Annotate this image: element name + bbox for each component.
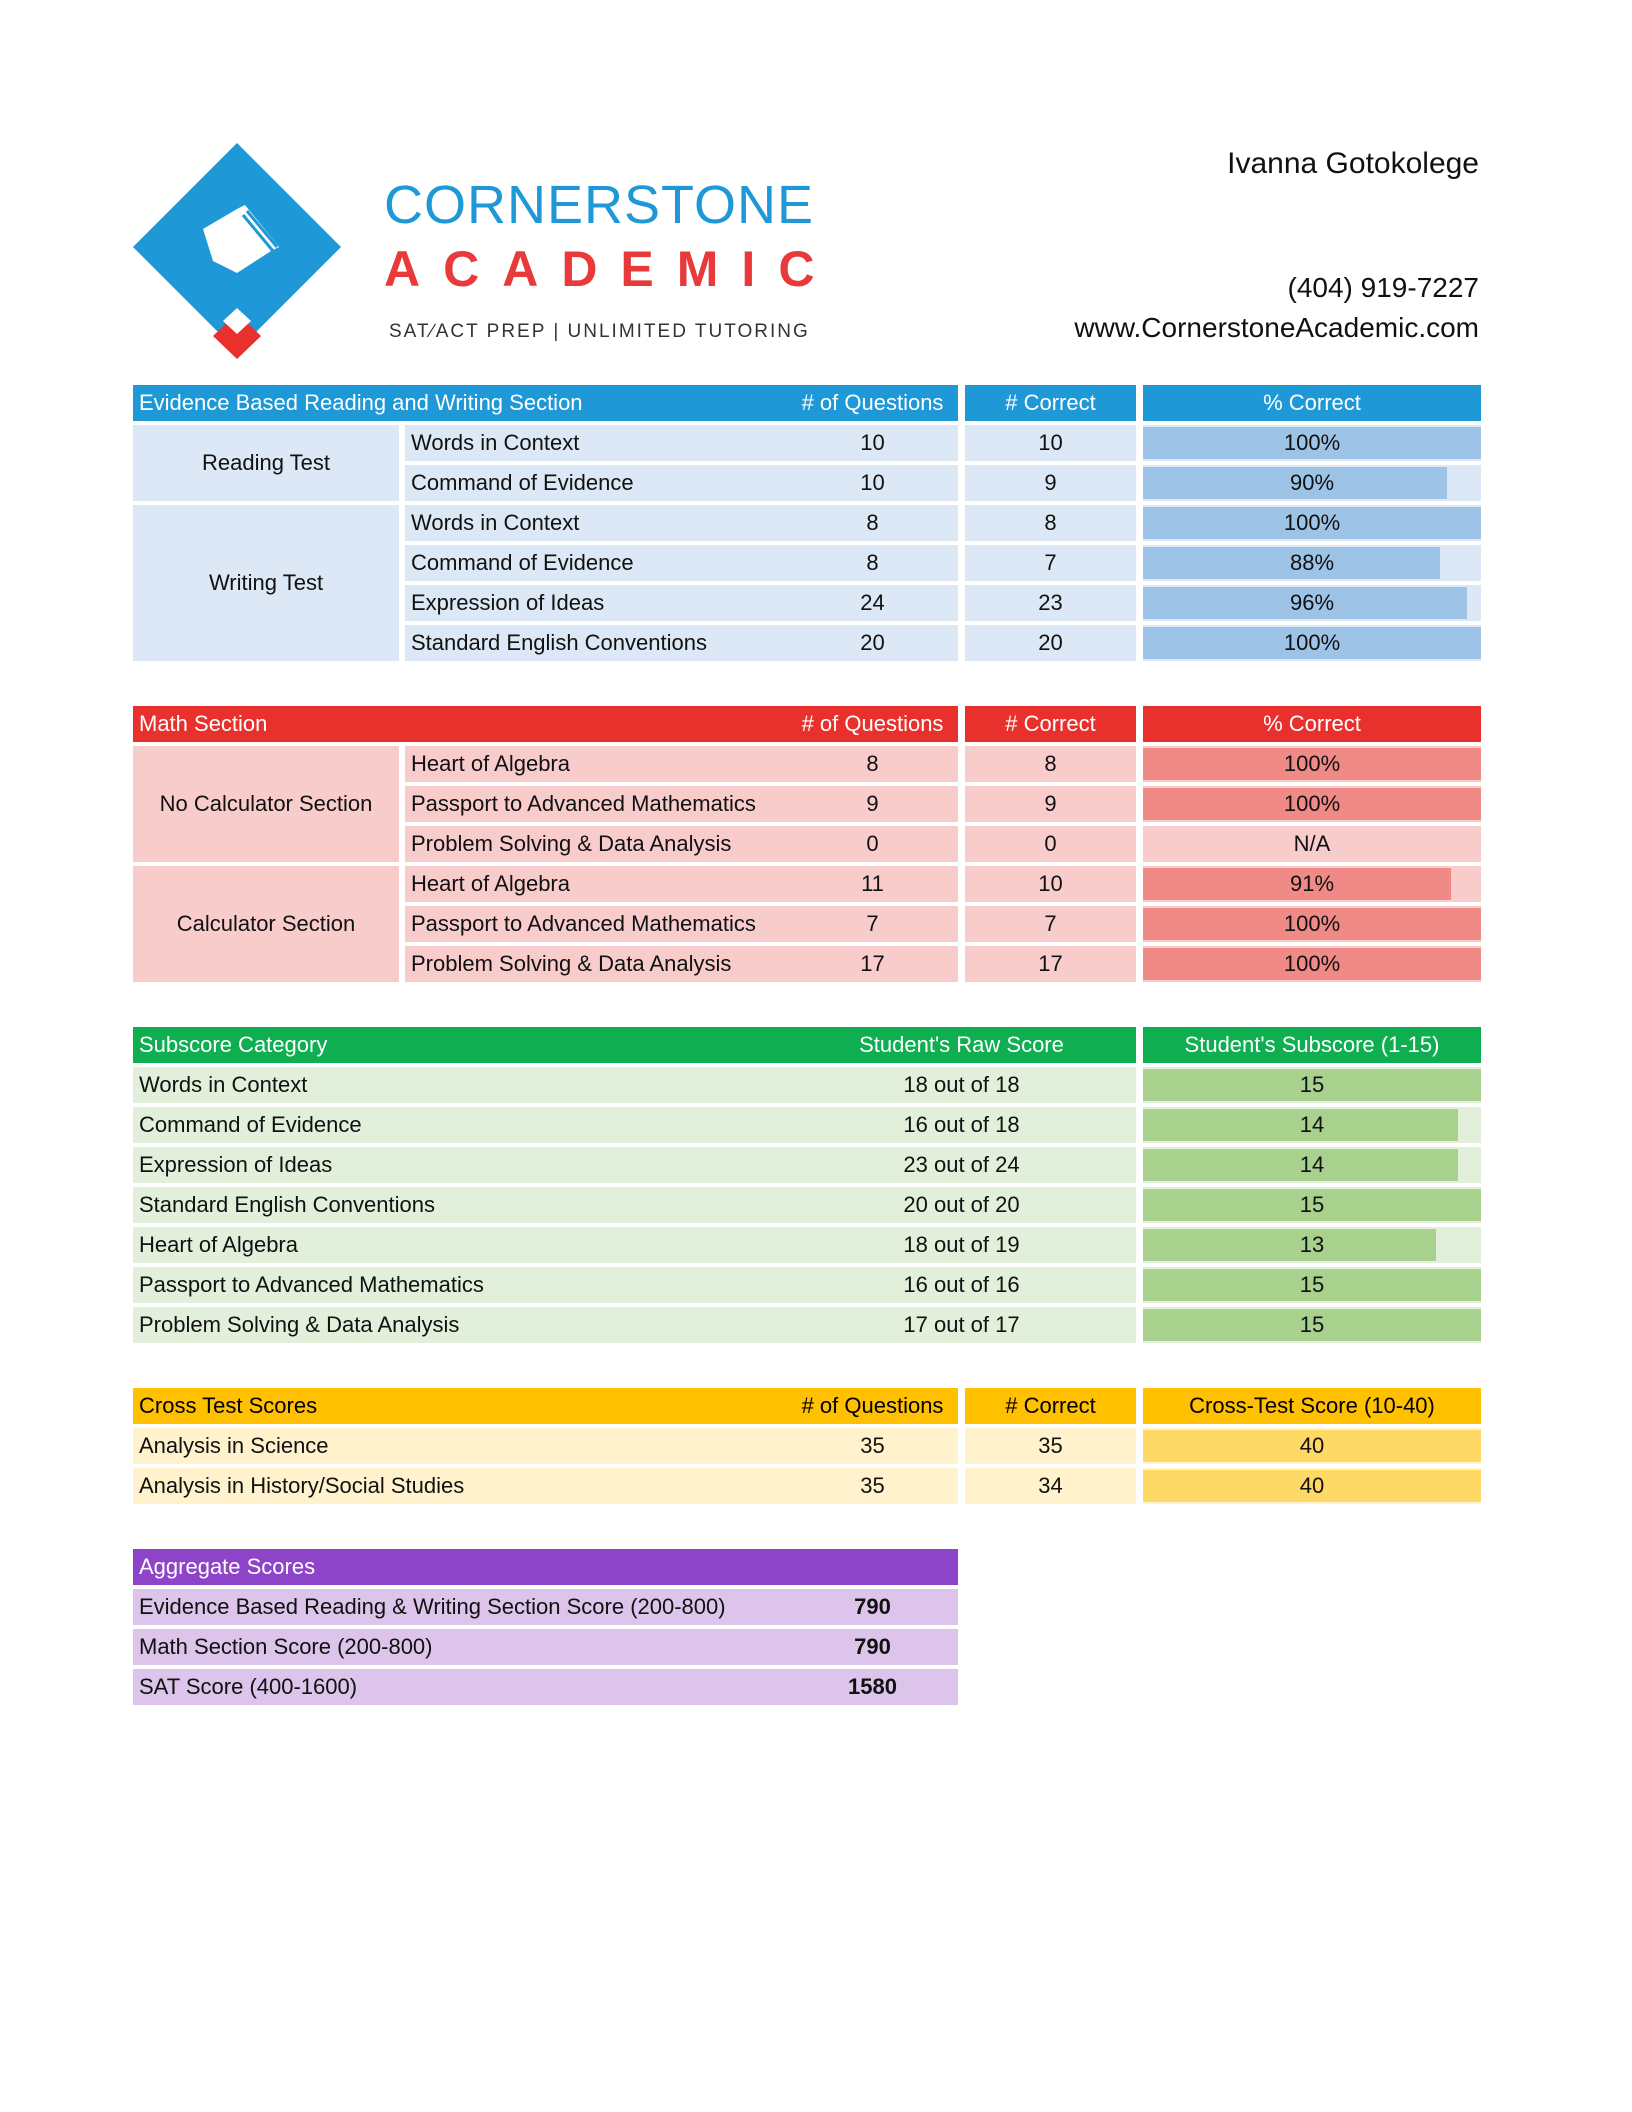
- percent-correct: [1143, 505, 1481, 541]
- table-row: [133, 826, 1481, 862]
- percent-correct-label: 100%: [1283, 791, 1341, 816]
- table-row: [133, 946, 1481, 982]
- percent-correct: [1143, 866, 1481, 902]
- phone-number: (404) 919-7227: [1287, 272, 1479, 303]
- cross-test-score: [1143, 1468, 1481, 1504]
- col-raw-header: Student's Raw Score: [787, 1027, 1136, 1063]
- percent-correct-label: 88%: [1289, 550, 1335, 575]
- questions-count: 35: [787, 1468, 958, 1504]
- category-name: Heart of Algebra: [405, 746, 918, 782]
- subscore-label: 15: [1299, 1072, 1325, 1097]
- percent-correct: [1143, 746, 1481, 782]
- contact-info: [1074, 268, 1479, 348]
- percent-correct-label: 96%: [1289, 590, 1335, 615]
- score-value: 790: [787, 1629, 958, 1665]
- correct-count: 7: [965, 545, 1136, 581]
- percent-correct: [1143, 585, 1481, 621]
- percent-correct-label: 100%: [1283, 911, 1341, 936]
- percent-correct: [1143, 786, 1481, 822]
- table-row: [133, 746, 1481, 782]
- category-name: Heart of Algebra: [405, 866, 918, 902]
- subscore: [1143, 1307, 1481, 1343]
- table-row: [133, 1187, 1481, 1223]
- raw-score: 20 out of 20: [787, 1187, 1136, 1223]
- questions-count: 17: [787, 946, 958, 982]
- questions-count: 10: [787, 425, 958, 461]
- student-name: Ivanna Gotokolege: [1227, 147, 1479, 180]
- correct-count: 0: [965, 826, 1136, 862]
- table-row: [133, 1589, 1481, 1625]
- col-percent-header: % Correct: [1143, 385, 1481, 421]
- subscore-label: 14: [1299, 1112, 1325, 1137]
- subscore-label: 14: [1299, 1152, 1325, 1177]
- score-name: SAT Score (400-1600): [133, 1669, 912, 1705]
- correct-count: 7: [965, 906, 1136, 942]
- brand-name-bottom: ACADEMIC: [384, 241, 838, 297]
- table-row: [133, 1669, 1481, 1705]
- col-cross-score-header: Cross-Test Score (10-40): [1143, 1388, 1481, 1424]
- subscore-label: 15: [1299, 1192, 1325, 1217]
- section-title: Aggregate Scores: [133, 1549, 958, 1585]
- category-name: Words in Context: [405, 505, 918, 541]
- table-row: [133, 1107, 1481, 1143]
- subscore: [1143, 1147, 1481, 1183]
- questions-count: 20: [787, 625, 958, 661]
- questions-count: 8: [787, 746, 958, 782]
- brand-wordmark: [384, 175, 838, 297]
- percent-correct-label: 100%: [1283, 630, 1341, 655]
- cornerstone-logo-icon: [133, 143, 351, 361]
- category-name: Expression of Ideas: [133, 1147, 912, 1183]
- raw-score: 18 out of 18: [787, 1067, 1136, 1103]
- table-header-row: [133, 1549, 1481, 1585]
- score-name: Evidence Based Reading & Writing Section Score (200-800): [133, 1589, 912, 1625]
- col-correct-header: # Correct: [965, 385, 1136, 421]
- correct-count: 10: [965, 425, 1136, 461]
- col-questions-header: # of Questions: [787, 706, 958, 742]
- raw-score: 18 out of 19: [787, 1227, 1136, 1263]
- table-row: [133, 585, 1481, 621]
- raw-score: 16 out of 16: [787, 1267, 1136, 1303]
- subscore: [1143, 1267, 1481, 1303]
- category-name: Passport to Advanced Mathematics: [405, 906, 918, 942]
- correct-count: 8: [965, 746, 1136, 782]
- questions-count: 0: [787, 826, 958, 862]
- col-questions-header: # of Questions: [787, 1388, 958, 1424]
- brand-name-top: CORNERSTONE: [384, 175, 815, 235]
- questions-count: 10: [787, 465, 958, 501]
- percent-correct: [1143, 545, 1481, 581]
- questions-count: 8: [787, 545, 958, 581]
- percent-correct-label: 90%: [1289, 470, 1335, 495]
- table-header-row: [133, 706, 1481, 742]
- table-header-row: [133, 1388, 1481, 1424]
- category-name: Passport to Advanced Mathematics: [133, 1267, 912, 1303]
- subscore: [1143, 1227, 1481, 1263]
- correct-count: 20: [965, 625, 1136, 661]
- cross-test-score: [1143, 1428, 1481, 1464]
- table-row: [133, 425, 1481, 461]
- category-name: Command of Evidence: [133, 1107, 912, 1143]
- raw-score: 16 out of 18: [787, 1107, 1136, 1143]
- group-label: No Calculator Section: [133, 746, 399, 862]
- category-name: Expression of Ideas: [405, 585, 918, 621]
- category-name: Command of Evidence: [405, 545, 918, 581]
- table-row: [133, 545, 1481, 581]
- score-value: 1580: [787, 1669, 958, 1705]
- score-name: Math Section Score (200-800): [133, 1629, 912, 1665]
- subscore-label: 15: [1299, 1272, 1325, 1297]
- subscore: [1143, 1107, 1481, 1143]
- category-name: Standard English Conventions: [405, 625, 918, 661]
- col-questions-header: # of Questions: [787, 385, 958, 421]
- correct-count: 9: [965, 786, 1136, 822]
- subscore-label: 13: [1299, 1232, 1325, 1257]
- category-name: Problem Solving & Data Analysis: [133, 1307, 912, 1343]
- category-name: Passport to Advanced Mathematics: [405, 786, 918, 822]
- category-name: Analysis in History/Social Studies: [133, 1468, 912, 1504]
- col-subscore-header: Student's Subscore (1-15): [1143, 1027, 1481, 1063]
- correct-count: 34: [965, 1468, 1136, 1504]
- category-name: Standard English Conventions: [133, 1187, 912, 1223]
- questions-count: 11: [787, 866, 958, 902]
- table-header-row: [133, 1027, 1481, 1063]
- questions-count: 35: [787, 1428, 958, 1464]
- percent-correct: [1143, 465, 1481, 501]
- col-correct-header: # Correct: [965, 1388, 1136, 1424]
- percent-correct: [1143, 625, 1481, 661]
- table-row: [133, 1067, 1481, 1103]
- percent-correct-label: 100%: [1283, 751, 1341, 776]
- questions-count: 9: [787, 786, 958, 822]
- raw-score: 23 out of 24: [787, 1147, 1136, 1183]
- table-row: [133, 1307, 1481, 1343]
- correct-count: 17: [965, 946, 1136, 982]
- cross-test-score-label: 40: [1299, 1433, 1325, 1458]
- table-row: [133, 505, 1481, 541]
- table-row: [133, 625, 1481, 661]
- col-percent-header: % Correct: [1143, 706, 1481, 742]
- subscore: [1143, 1067, 1481, 1103]
- percent-correct-label: 100%: [1283, 951, 1341, 976]
- group-label: Writing Test: [133, 505, 399, 661]
- category-name: Heart of Algebra: [133, 1227, 912, 1263]
- table-row: [133, 465, 1481, 501]
- correct-count: 23: [965, 585, 1136, 621]
- table-row: [133, 906, 1481, 942]
- section-title: Subscore Category: [133, 1027, 912, 1063]
- percent-correct-label: 100%: [1283, 430, 1341, 455]
- percent-correct: [1143, 946, 1481, 982]
- brand-tagline: SAT∕ACT PREP | UNLIMITED TUTORING: [389, 321, 810, 342]
- category-name: Words in Context: [405, 425, 918, 461]
- group-label: Calculator Section: [133, 866, 399, 982]
- percent-correct: [1143, 826, 1481, 862]
- cross-test-score-label: 40: [1299, 1473, 1325, 1498]
- group-label: Reading Test: [133, 425, 399, 501]
- table-row: [133, 1629, 1481, 1665]
- category-name: Problem Solving & Data Analysis: [405, 946, 918, 982]
- subscore: [1143, 1187, 1481, 1223]
- section-title: Math Section: [133, 706, 912, 742]
- questions-count: 7: [787, 906, 958, 942]
- table-header-row: [133, 385, 1481, 421]
- category-name: Analysis in Science: [133, 1428, 912, 1464]
- table-row: [133, 1147, 1481, 1183]
- section-title: Evidence Based Reading and Writing Section: [133, 385, 912, 421]
- correct-count: 8: [965, 505, 1136, 541]
- raw-score: 17 out of 17: [787, 1307, 1136, 1343]
- table-row: [133, 1267, 1481, 1303]
- table-row: [133, 866, 1481, 902]
- correct-count: 10: [965, 866, 1136, 902]
- table-row: [133, 786, 1481, 822]
- questions-count: 8: [787, 505, 958, 541]
- table-row: [133, 1468, 1481, 1504]
- category-name: Command of Evidence: [405, 465, 918, 501]
- table-row: [133, 1227, 1481, 1263]
- website-link[interactable]: www.CornerstoneAcademic.com: [1074, 312, 1479, 343]
- percent-correct-label: 91%: [1289, 871, 1335, 896]
- table-row: [133, 1428, 1481, 1464]
- section-title: Cross Test Scores: [133, 1388, 912, 1424]
- col-correct-header: # Correct: [965, 706, 1136, 742]
- percent-correct-label: 100%: [1283, 510, 1341, 535]
- percent-correct-label: N/A: [1293, 831, 1331, 856]
- correct-count: 9: [965, 465, 1136, 501]
- correct-count: 35: [965, 1428, 1136, 1464]
- score-value: 790: [787, 1589, 958, 1625]
- category-name: Problem Solving & Data Analysis: [405, 826, 918, 862]
- subscore-label: 15: [1299, 1312, 1325, 1337]
- percent-correct: [1143, 425, 1481, 461]
- percent-correct: [1143, 906, 1481, 942]
- category-name: Words in Context: [133, 1067, 912, 1103]
- questions-count: 24: [787, 585, 958, 621]
